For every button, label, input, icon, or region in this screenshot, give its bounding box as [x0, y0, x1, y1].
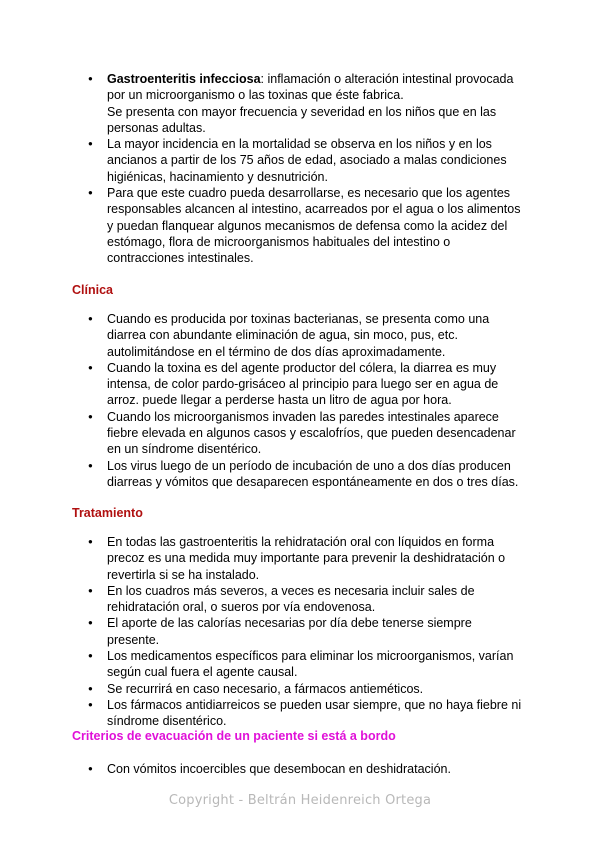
list-item: ● Cuando la toxina es del agente productor del cólera, la diarrea es muy intensa, de color pardo-grisáceo al principio para luego ser en agua de arroz. puede llegar a perderse hasta un litro de agua por hora.	[0, 360, 525, 409]
list-item: ● Los fármacos antidiarreicos se pueden usar siempre, que no haya fiebre ni síndrome disentérico.	[0, 697, 525, 730]
list-item: ● En los cuadros más severos, a veces es necesaria incluir sales de rehidratación oral, o sueros por vía endovenosa.	[0, 583, 525, 616]
intro-section	[0, 71, 600, 267]
list-item: ● Cuando los microorganismos invaden las paredes intestinales aparece fiebre elevada en algunos casos y escalofríos, que pueden desencadenar en un síndrome disentérico.	[0, 409, 525, 458]
criterios-section	[0, 761, 600, 777]
list-item: ● El aporte de las calorías necesarias por día debe tenerse siempre presente.	[0, 615, 525, 648]
clinica-section	[0, 311, 600, 490]
tratamiento-section	[0, 534, 600, 730]
criterios-list	[0, 761, 600, 777]
intro-list	[0, 71, 600, 267]
list-item: ● En todas las gastroenteritis la rehidratación oral con líquidos en forma precoz es una medida muy importante para prevenir la deshidratación o revertirla si se ha instalado.	[0, 534, 525, 583]
list-item: ● Cuando es producida por toxinas bacterianas, se presenta como una diarrea con abundante eliminación de agua, sin moco, pus, etc. autolimitándose en el término de dos días aproximadamente.	[0, 311, 525, 360]
clinica-list	[0, 311, 600, 490]
section-heading-criterios: Criterios de evacuación de un paciente si está a bordo	[72, 729, 396, 743]
tratamiento-list	[0, 534, 600, 730]
list-item: ● Los virus luego de un período de incubación de uno a dos días producen diarreas y vómitos que desaparecen espontáneamente en dos o tres días.	[0, 458, 525, 491]
list-item: ● Con vómitos incoercibles que desembocan en deshidratación.	[0, 761, 525, 777]
list-item: ● Se recurrirá en caso necesario, a fármacos antieméticos.	[0, 681, 525, 697]
copyright-footer: Copyright - Beltrán Heidenreich Ortega	[168, 793, 432, 808]
section-heading-clinica: Clínica	[72, 283, 113, 297]
list-item: ● Los medicamentos específicos para eliminar los microorganismos, varían según cual fuera el agente causal.	[0, 648, 525, 681]
definition-extra: Se presenta con mayor frecuencia y severidad en los niños que en las personas adultas.	[107, 104, 497, 135]
list-item: ● Para que este cuadro pueda desarrollarse, es necesario que los agentes responsables alcancen al intestino, acarreados por el agua o los alimentos y puedan flanquear algunos mecanismos de defensa como la acidez del estómago, flora de microorganismos habituales del intestino o contracciones intestinales.	[0, 185, 525, 266]
term-gastroenteritis: Gastroenteritis infecciosa	[107, 72, 261, 86]
definition-text: : inflamación o alteración intestinal provocada por un microorganismo o las toxinas que éste fabrica.	[107, 72, 514, 103]
list-item: ● La mayor incidencia en la mortalidad se observa en los niños y en los ancianos a partir de los 75 años de edad, asociado a malas condiciones higiénicas, hacinamiento y desnutrición.	[0, 136, 525, 185]
section-heading-tratamiento: Tratamiento	[72, 506, 143, 520]
list-item	[0, 71, 525, 136]
